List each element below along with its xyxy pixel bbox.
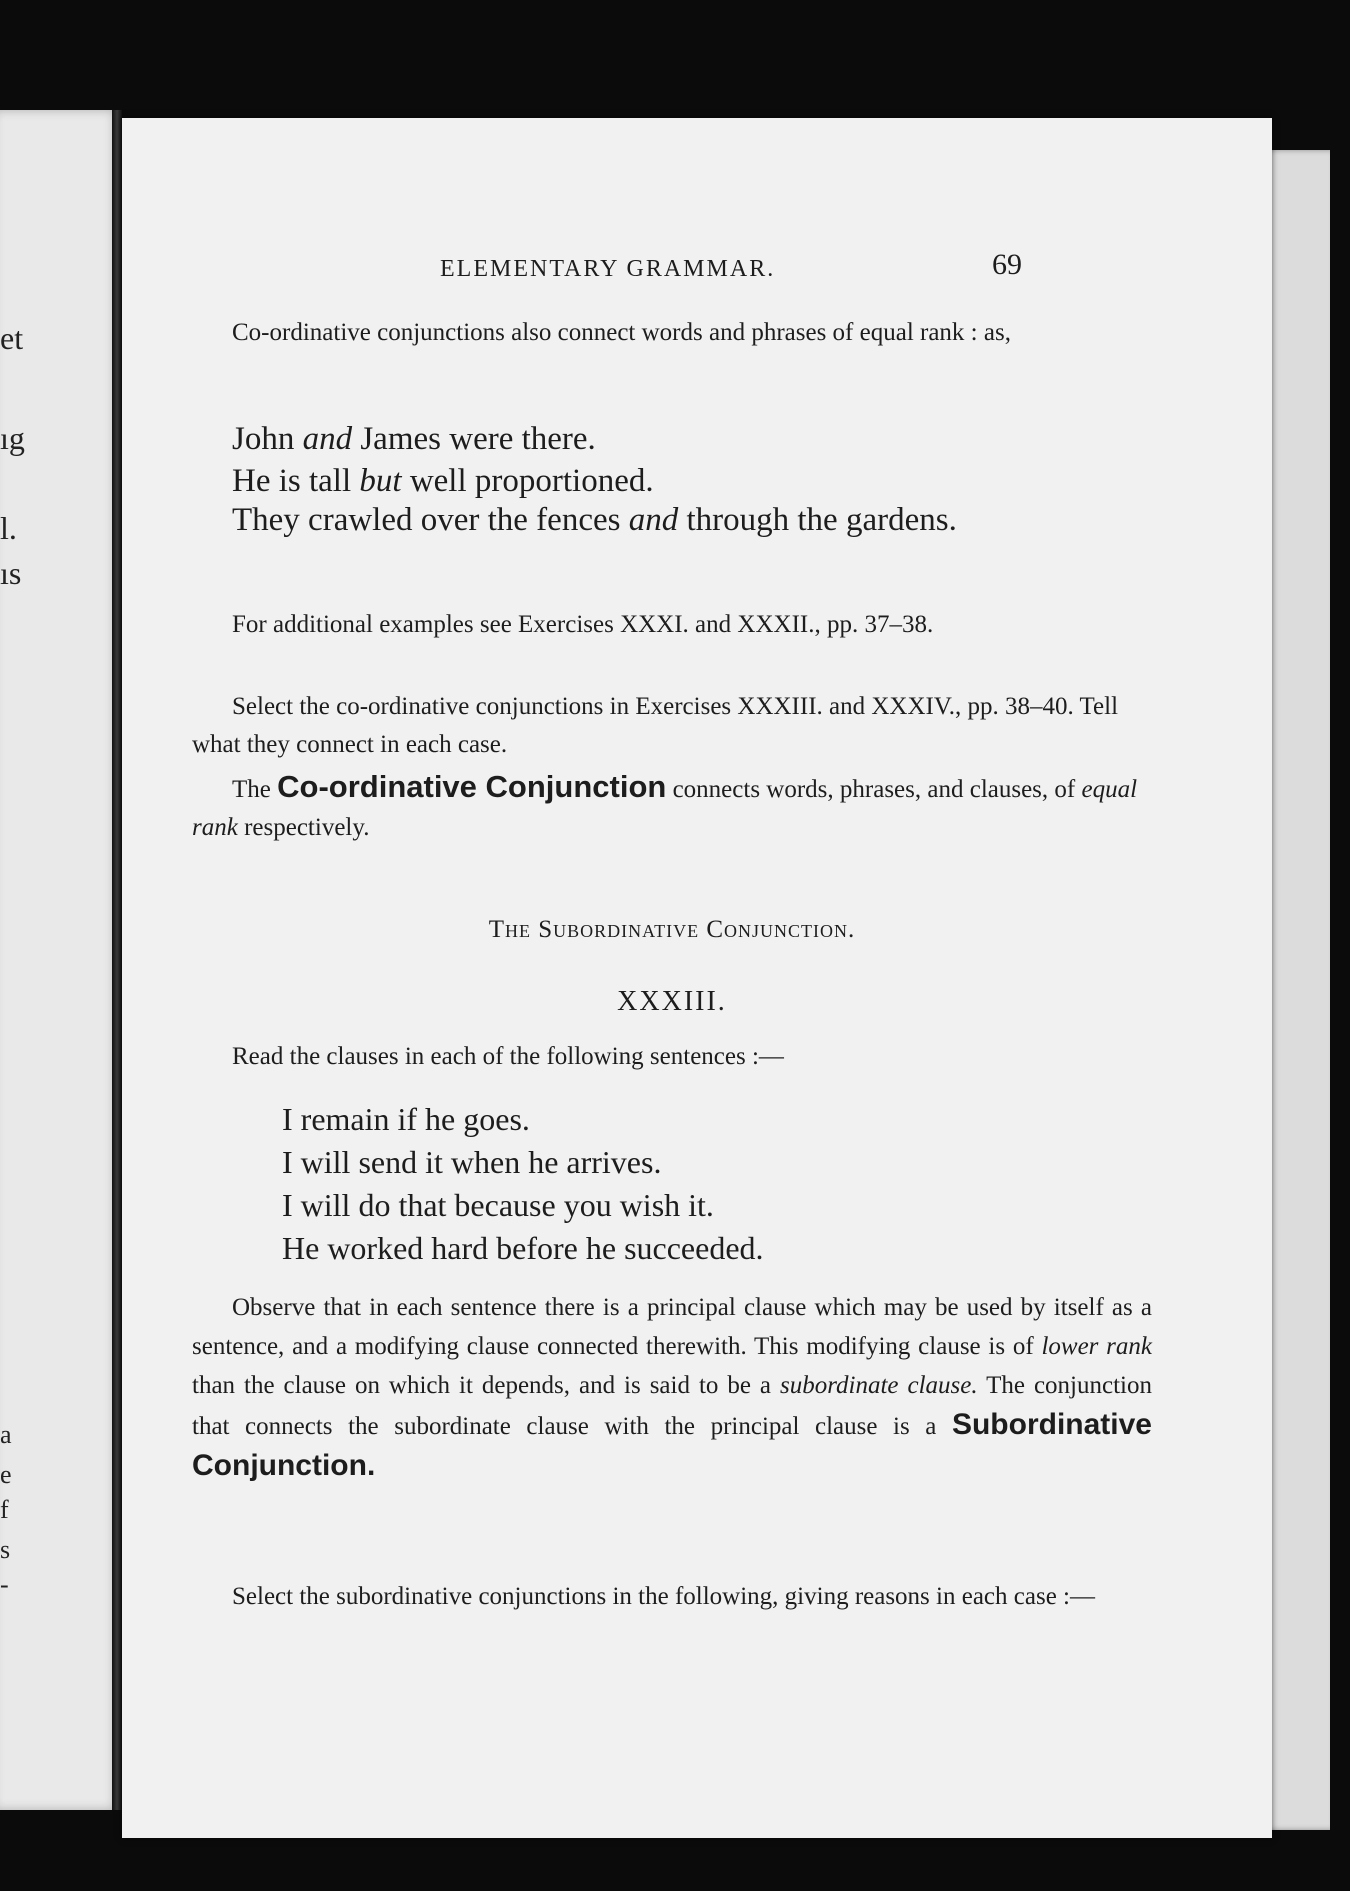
left-page-fragment: s: [0, 1535, 11, 1564]
left-page-fragment: ıg: [0, 420, 25, 456]
observation-paragraph: Observe that in each sentence there is a principal clause which may be used by itself as a sentence, and a modifying clause connected therewith. This modifying clause is of lower rank than the clause on which it depends, and is said to be a subordinate clause. The conjunction that connects the subordinate clause with the principal clause is a Subordinative Conjunction.: [192, 1294, 1152, 1482]
left-page-fragment: et: [0, 320, 24, 356]
term-coordinative-conjunction: Co-ordinative Conjunction: [277, 769, 667, 804]
book-page: [122, 118, 1272, 1838]
intro-paragraph: Co-ordinative conjunctions also connect words and phrases of equal rank : as,: [232, 319, 1011, 346]
instruction-read-clauses: Read the clauses in each of the following sentences :—: [232, 1043, 784, 1070]
left-page-edge: [0, 110, 120, 1810]
final-instruction: Select the subordinative conjunctions in the following, giving reasons in each case :—: [232, 1583, 1095, 1610]
example-sentence: He is tall but well proportioned.: [232, 463, 654, 499]
example-sentence: John and James were there.: [232, 421, 596, 457]
left-page-fragment: l.: [0, 510, 17, 546]
left-page-fragment: ıs: [0, 555, 22, 591]
example-sentence: They crawled over the fences and through the gardens.: [232, 502, 957, 538]
exercise-number: XXXIII.: [617, 986, 727, 1017]
section-heading: The Subordinative Conjunction.: [488, 916, 856, 943]
example-sentence: I will send it when he arrives.: [282, 1144, 662, 1180]
example-sentence: He worked hard before he succeeded.: [282, 1230, 764, 1266]
example-list-subordinative: [282, 1098, 1142, 1270]
running-header: ELEMENTARY GRAMMAR.: [440, 256, 776, 282]
left-page-fragment: e: [0, 1460, 12, 1489]
example-sentence: I remain if he goes.: [282, 1101, 530, 1137]
left-page-fragment: -: [0, 1570, 9, 1599]
page-number: 69: [992, 248, 1022, 281]
definition-coordinative: The Co-ordinative Conjunction connects words, phrases, and clauses, of equal rank respectively.: [192, 769, 1138, 841]
example-list-coordinative: [232, 418, 1162, 538]
note-additional-examples: For additional examples see Exercises XXXI. and XXXII., pp. 37–38.: [232, 611, 934, 638]
term-subordinative-conjunction: Subordinative Conjunction.: [192, 1408, 1152, 1482]
example-sentence: I will do that because you wish it.: [282, 1187, 714, 1223]
left-page-fragment: a: [0, 1420, 12, 1449]
left-page-fragment: f: [0, 1495, 9, 1524]
note-select-coordinative: Select the co-ordinative conjunctions in Exercises XXXIII. and XXXIV., pp. 38–40. Tell what they connect in each case.: [192, 693, 1119, 758]
book-gutter: [112, 110, 122, 1810]
